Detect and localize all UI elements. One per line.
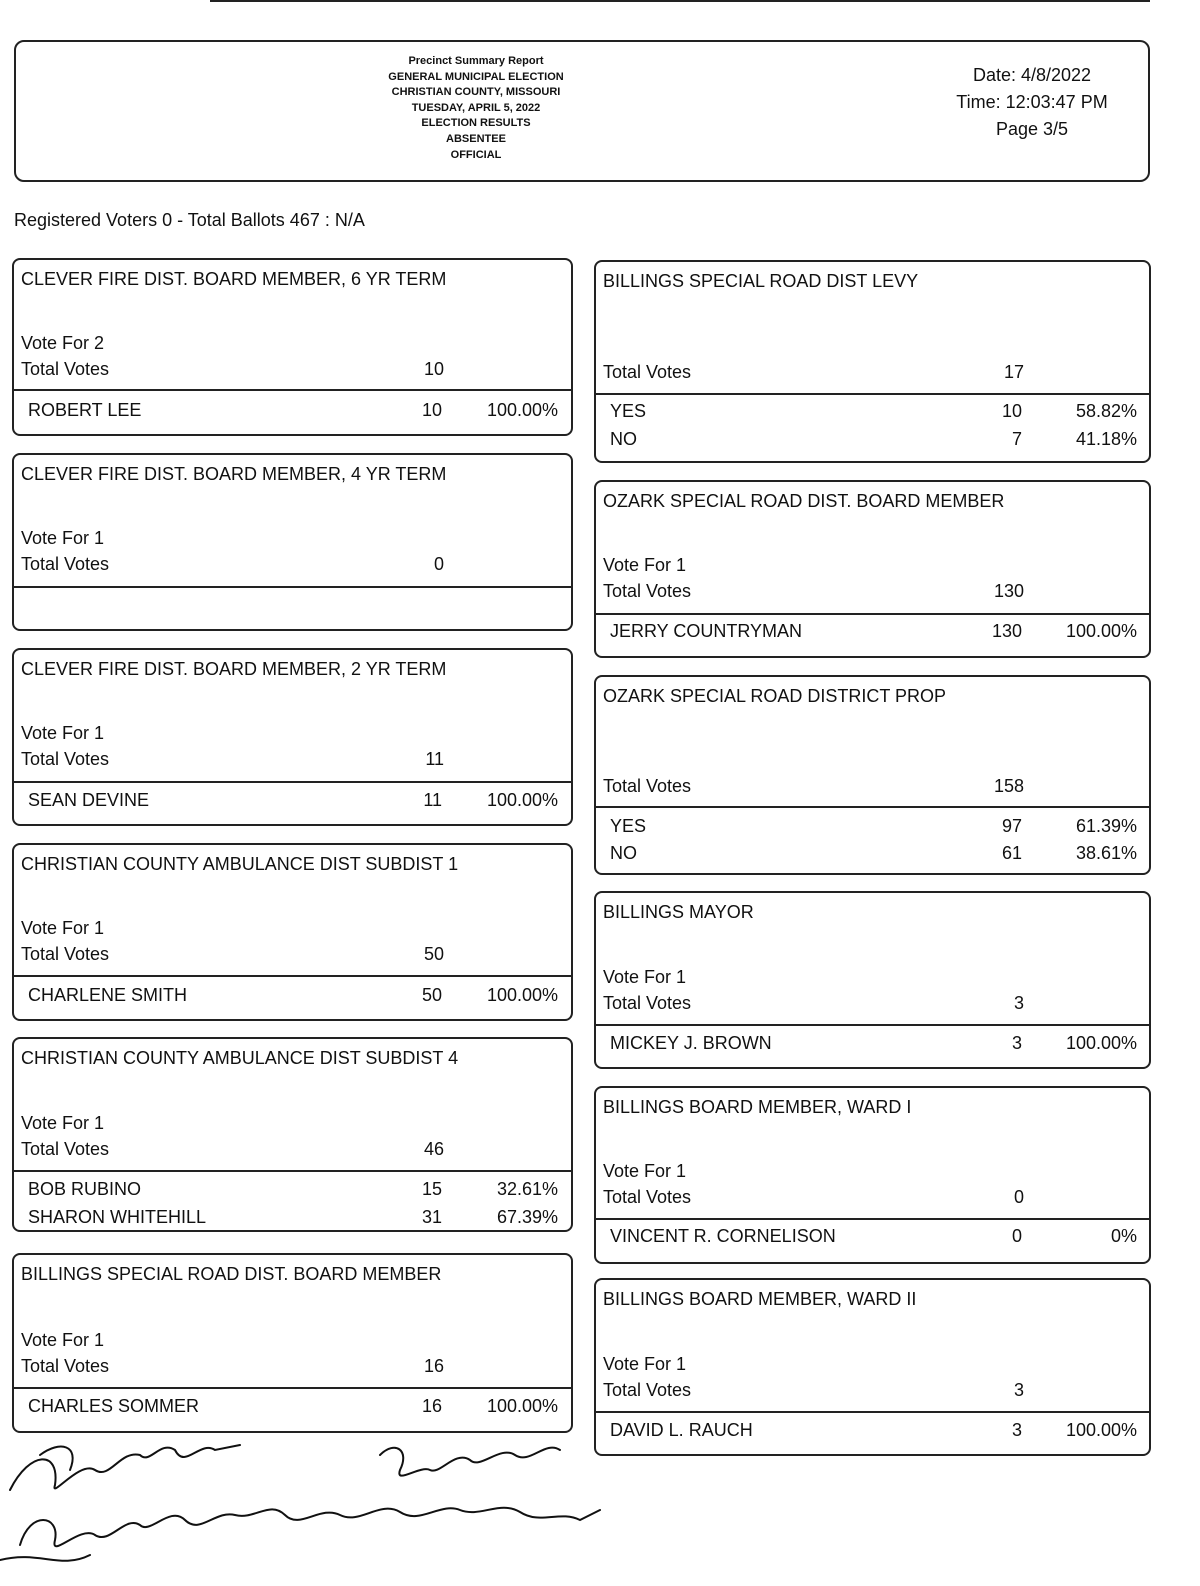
total-votes-value: 0 <box>433 554 444 574</box>
total-votes-value: 3 <box>1013 1380 1024 1400</box>
contest-box <box>12 648 573 826</box>
total-votes-row <box>21 1356 571 1378</box>
contest-title: CLEVER FIRE DIST. BOARD MEMBER, 6 YR TERM <box>21 269 447 289</box>
total-votes-label: Total Votes <box>603 1187 692 1207</box>
candidate-percent: 67.39% <box>496 1207 558 1227</box>
results-label: ELECTION RESULTS <box>421 117 531 130</box>
total-votes-value: 10 <box>423 359 444 379</box>
candidate-row <box>14 790 571 812</box>
total-votes-label: Total Votes <box>21 749 110 769</box>
contest-box <box>594 480 1151 658</box>
candidate-votes: 10 <box>421 400 442 420</box>
total-votes-label: Total Votes <box>21 944 110 964</box>
candidate-name: BOB RUBINO <box>28 1179 142 1199</box>
election-name: GENERAL MUNICIPAL ELECTION <box>388 70 564 83</box>
vote-for-label: Vote For 1 <box>21 723 105 743</box>
vote-for-label: Vote For 1 <box>21 528 105 548</box>
total-votes-value: 0 <box>1013 1187 1024 1207</box>
total-votes-label: Total Votes <box>21 359 110 379</box>
candidate-percent: 0% <box>1110 1226 1137 1246</box>
total-votes-row <box>603 776 1149 798</box>
results-divider <box>14 975 571 977</box>
report-title-block <box>346 54 606 163</box>
candidate-row <box>596 1226 1149 1248</box>
total-votes-row <box>603 1187 1149 1209</box>
candidate-votes: 11 <box>423 790 442 810</box>
total-votes-value: 3 <box>1013 993 1024 1013</box>
election-date: TUESDAY, APRIL 5, 2022 <box>411 101 541 114</box>
candidate-votes: 10 <box>1001 401 1022 421</box>
results-divider <box>14 586 571 588</box>
top-scan-line <box>210 0 1150 2</box>
candidate-row <box>596 401 1149 423</box>
candidate-votes: 15 <box>421 1179 442 1199</box>
candidate-row <box>596 429 1149 451</box>
contest-title: OZARK SPECIAL ROAD DISTRICT PROP <box>603 686 947 706</box>
official-label: OFFICIAL <box>450 148 502 161</box>
report-date: Date: 4/8/2022 <box>972 65 1092 85</box>
candidate-row <box>14 1179 571 1201</box>
total-votes-value: 17 <box>1003 362 1024 382</box>
vote-for-label: Vote For 1 <box>21 1330 105 1350</box>
contest-box <box>12 258 573 436</box>
candidate-votes: 0 <box>1011 1226 1022 1246</box>
results-divider <box>14 1170 571 1172</box>
total-votes-row <box>21 749 571 771</box>
total-votes-row <box>21 944 571 966</box>
ballot-summary: Registered Voters 0 - Total Ballots 467 : N/A <box>14 210 365 230</box>
total-votes-label: Total Votes <box>603 581 692 601</box>
vote-for-label: Vote For 1 <box>603 1161 687 1181</box>
candidate-row <box>14 1396 571 1418</box>
candidate-percent: 100.00% <box>486 400 558 420</box>
contest-box <box>594 891 1151 1069</box>
vote-for-label: Vote For 1 <box>21 918 105 938</box>
total-votes-label: Total Votes <box>21 554 110 574</box>
candidate-votes: 31 <box>421 1207 442 1227</box>
candidate-name: DAVID L. RAUCH <box>610 1420 753 1440</box>
candidate-percent: 41.18% <box>1075 429 1137 449</box>
candidate-votes: 3 <box>1011 1033 1022 1053</box>
ballot-type: ABSENTEE <box>446 132 506 145</box>
total-votes-value: 46 <box>423 1139 444 1159</box>
results-divider <box>14 389 571 391</box>
report-title: Precinct Summary Report <box>408 55 544 67</box>
vote-for-label: Vote For 2 <box>21 333 105 353</box>
results-divider <box>596 1218 1149 1220</box>
contest-box <box>594 675 1151 875</box>
signatures <box>0 1430 640 1580</box>
candidate-votes: 16 <box>421 1396 442 1416</box>
contest-title: BILLINGS MAYOR <box>603 902 754 922</box>
candidate-votes: 7 <box>1011 429 1022 449</box>
contest-box <box>12 453 573 631</box>
contest-box <box>12 843 573 1021</box>
contest-title: BILLINGS SPECIAL ROAD DIST LEVY <box>603 271 919 291</box>
results-divider <box>14 1387 571 1389</box>
candidate-row <box>14 1207 571 1229</box>
county-name: CHRISTIAN COUNTY, MISSOURI <box>391 86 561 99</box>
total-votes-row <box>21 359 571 381</box>
candidate-percent: 100.00% <box>1065 1420 1137 1440</box>
candidate-name: SEAN DEVINE <box>28 790 150 810</box>
candidate-name: CHARLENE SMITH <box>28 985 188 1005</box>
candidate-name: CHARLES SOMMER <box>28 1396 200 1416</box>
total-votes-row <box>603 581 1149 603</box>
total-votes-row <box>603 362 1149 384</box>
candidate-row <box>596 816 1149 838</box>
candidate-votes: 97 <box>1001 816 1022 836</box>
total-votes-label: Total Votes <box>21 1139 110 1159</box>
contest-box <box>12 1037 573 1232</box>
candidate-percent: 58.82% <box>1075 401 1137 421</box>
candidate-row <box>14 400 571 422</box>
total-votes-value: 158 <box>993 776 1024 796</box>
candidate-name: NO <box>610 843 637 863</box>
total-votes-label: Total Votes <box>603 362 692 382</box>
contest-box <box>594 1278 1151 1456</box>
candidate-name: YES <box>610 816 647 836</box>
contest-title: CLEVER FIRE DIST. BOARD MEMBER, 2 YR TERM <box>21 659 447 679</box>
results-divider <box>596 613 1149 615</box>
candidate-votes: 3 <box>1011 1420 1022 1440</box>
candidate-row <box>596 1033 1149 1055</box>
candidate-row <box>596 621 1149 643</box>
candidate-percent: 100.00% <box>486 985 558 1005</box>
candidate-row <box>596 1420 1149 1442</box>
vote-for-label: Vote For 1 <box>603 555 687 575</box>
contest-box <box>12 1253 573 1433</box>
total-votes-label: Total Votes <box>603 1380 692 1400</box>
total-votes-row <box>603 993 1149 1015</box>
total-votes-value: 11 <box>425 749 444 769</box>
candidate-percent: 61.39% <box>1075 816 1137 836</box>
vote-for-label: Vote For 1 <box>603 967 687 987</box>
total-votes-row <box>603 1380 1149 1402</box>
contest-title: CHRISTIAN COUNTY AMBULANCE DIST SUBDIST 4 <box>21 1048 459 1068</box>
page-number: Page 3/5 <box>995 119 1069 139</box>
vote-for-label: Vote For 1 <box>21 1113 105 1133</box>
candidate-percent: 32.61% <box>496 1179 558 1199</box>
candidate-votes: 130 <box>991 621 1022 641</box>
results-divider <box>596 1411 1149 1413</box>
total-votes-value: 50 <box>423 944 444 964</box>
total-votes-label: Total Votes <box>603 776 692 796</box>
report-time: Time: 12:03:47 PM <box>956 92 1108 112</box>
results-divider <box>14 781 571 783</box>
contest-title: CHRISTIAN COUNTY AMBULANCE DIST SUBDIST 1 <box>21 854 459 874</box>
contest-box <box>594 260 1151 463</box>
candidate-percent: 100.00% <box>1065 1033 1137 1053</box>
candidate-votes: 61 <box>1001 843 1022 863</box>
candidate-percent: 38.61% <box>1075 843 1137 863</box>
candidate-votes: 50 <box>421 985 442 1005</box>
vote-for-label: Vote For 1 <box>603 1354 687 1374</box>
report-meta <box>922 62 1142 143</box>
results-divider <box>596 1024 1149 1026</box>
report-header <box>14 40 1150 182</box>
candidate-percent: 100.00% <box>486 1396 558 1416</box>
total-votes-row <box>21 1139 571 1161</box>
contest-title: BILLINGS BOARD MEMBER, WARD I <box>603 1097 912 1117</box>
contest-box <box>594 1086 1151 1264</box>
contest-title: BILLINGS BOARD MEMBER, WARD II <box>603 1289 917 1309</box>
candidate-name: MICKEY J. BROWN <box>610 1033 772 1053</box>
contest-title: BILLINGS SPECIAL ROAD DIST. BOARD MEMBER <box>21 1264 442 1284</box>
total-votes-value: 16 <box>423 1356 444 1376</box>
candidate-percent: 100.00% <box>1065 621 1137 641</box>
total-votes-label: Total Votes <box>603 993 692 1013</box>
total-votes-row <box>21 554 571 576</box>
candidate-percent: 100.00% <box>486 790 558 810</box>
contest-title: OZARK SPECIAL ROAD DIST. BOARD MEMBER <box>603 491 1005 511</box>
candidate-name: NO <box>610 429 637 449</box>
candidate-name: YES <box>610 401 647 421</box>
candidate-name: JERRY COUNTRYMAN <box>610 621 803 641</box>
candidate-row <box>596 843 1149 865</box>
results-divider <box>596 393 1149 395</box>
candidate-name: SHARON WHITEHILL <box>28 1207 207 1227</box>
candidate-row <box>14 985 571 1007</box>
contest-title: CLEVER FIRE DIST. BOARD MEMBER, 4 YR TERM <box>21 464 447 484</box>
results-divider <box>596 806 1149 808</box>
total-votes-value: 130 <box>993 581 1024 601</box>
candidate-name: VINCENT R. CORNELISON <box>610 1226 836 1246</box>
total-votes-label: Total Votes <box>21 1356 110 1376</box>
candidate-name: ROBERT LEE <box>28 400 142 420</box>
